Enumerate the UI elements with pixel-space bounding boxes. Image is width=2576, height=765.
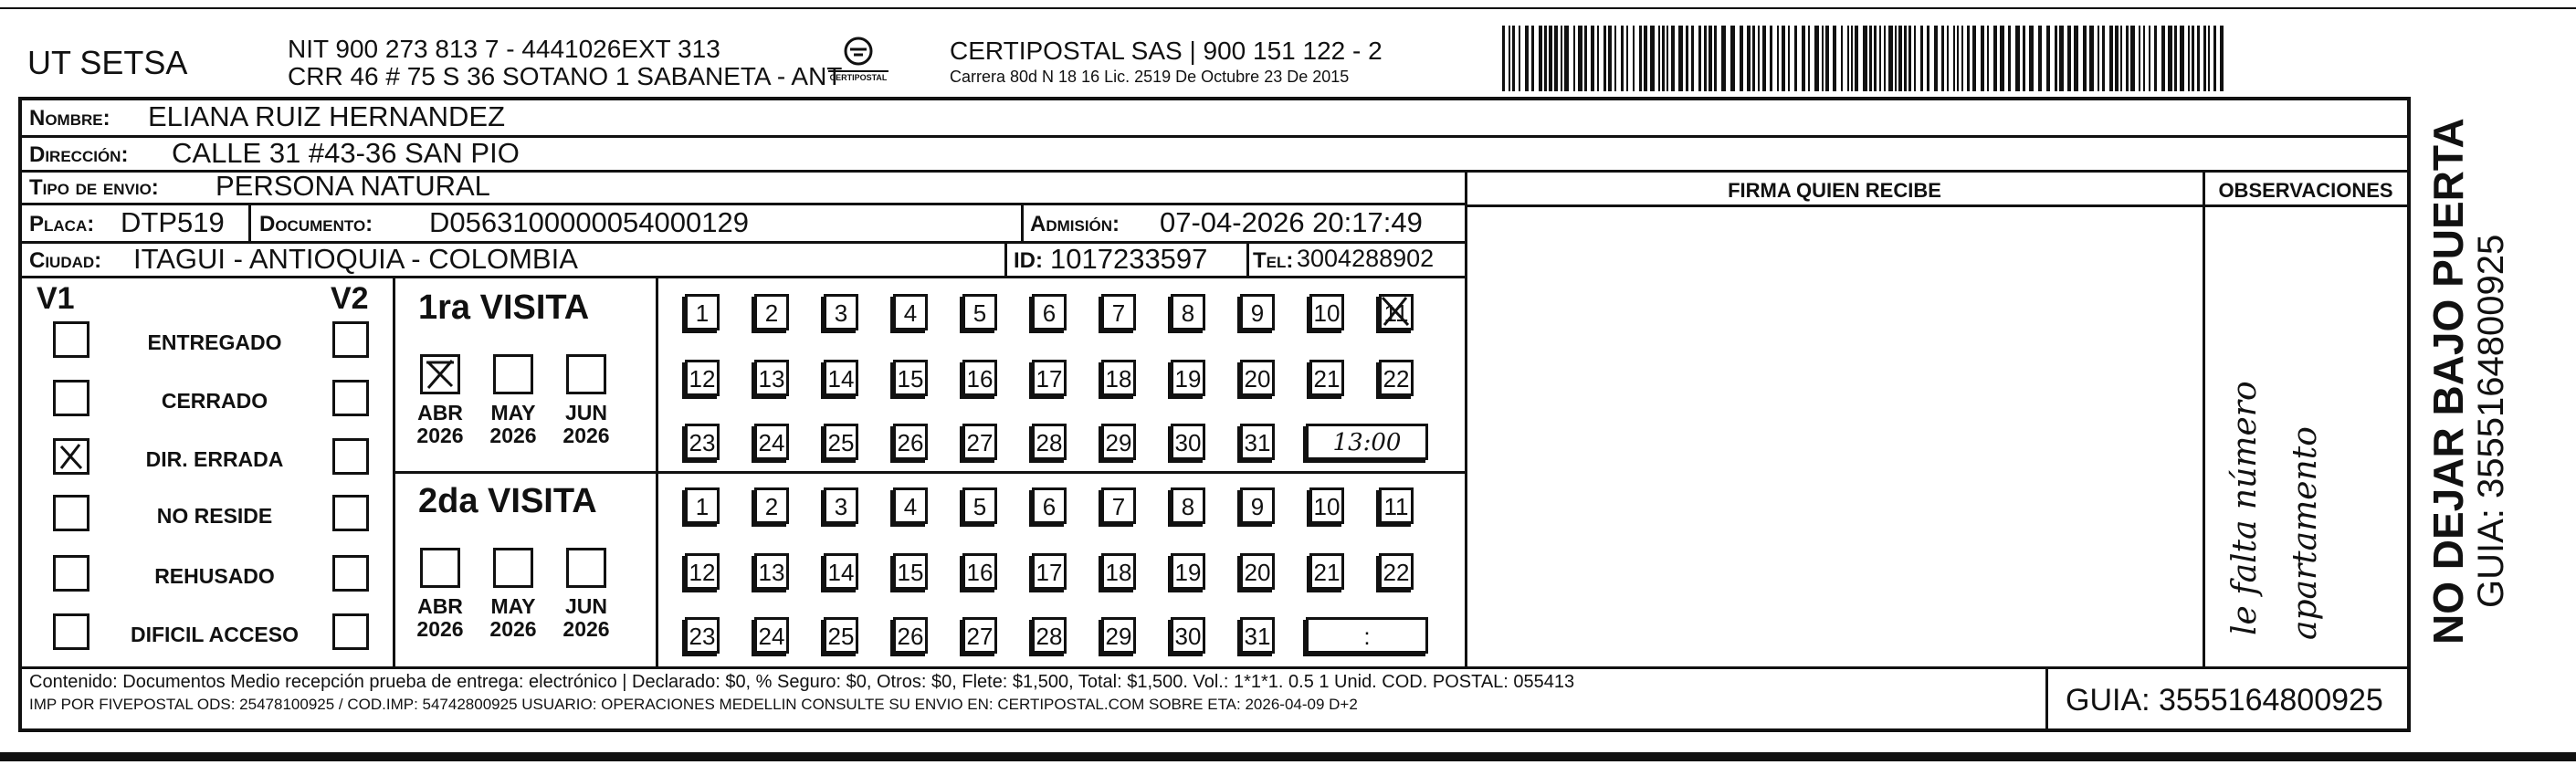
day-box[interactable]: 21 xyxy=(1309,553,1344,590)
barcode-bar xyxy=(2059,26,2064,91)
day-box[interactable]: 23 xyxy=(685,424,720,460)
barcode-bar xyxy=(2115,26,2119,91)
certipostal-logo xyxy=(826,33,890,88)
v2-header: V2 xyxy=(331,281,369,316)
day-box[interactable]: 8 xyxy=(1171,487,1205,524)
barcode-bar xyxy=(1927,26,1929,91)
barcode-bar xyxy=(2139,26,2140,91)
ciudad-value: ITAGUI - ANTIOQUIA - COLOMBIA xyxy=(133,243,578,275)
barcode xyxy=(1502,26,2224,91)
day-box[interactable]: 3 xyxy=(824,294,858,330)
day-box[interactable]: 9 xyxy=(1240,487,1275,524)
day-box[interactable]: 22 xyxy=(1379,553,1414,590)
barcode-bar xyxy=(1884,26,1886,91)
barcode-bar xyxy=(1782,26,1785,91)
direccion-label: Dirección: xyxy=(29,142,129,167)
documento-label: Documento: xyxy=(259,212,373,236)
v2-checkbox[interactable] xyxy=(332,321,369,358)
day-box[interactable]: 6 xyxy=(1032,294,1067,330)
barcode-bar xyxy=(1762,26,1766,91)
day-box[interactable]: 27 xyxy=(962,424,997,460)
day-box[interactable]: 13 xyxy=(754,553,789,590)
day-box[interactable]: 29 xyxy=(1101,424,1136,460)
barcode-bar xyxy=(1814,26,1819,91)
month-label: MAY xyxy=(490,594,536,618)
barcode-bar xyxy=(1752,26,1755,91)
v2-checkbox[interactable] xyxy=(332,380,369,416)
top-separator xyxy=(0,7,2576,9)
day-box[interactable]: 27 xyxy=(962,617,997,654)
barcode-bar xyxy=(1502,26,1505,91)
month-checkbox[interactable] xyxy=(420,548,460,588)
day-box[interactable] xyxy=(1379,294,1414,330)
v2-checkbox[interactable] xyxy=(332,613,369,650)
nombre-label: Nombre: xyxy=(29,106,110,131)
day-box[interactable]: 23 xyxy=(685,617,720,654)
month-year: 2026 xyxy=(489,424,537,447)
day-box[interactable]: 17 xyxy=(1032,360,1067,396)
nombre-value: ELIANA RUIZ HERNANDEZ xyxy=(148,100,506,132)
month-label: ABR xyxy=(417,594,463,618)
status-label: DIR. ERRADA xyxy=(145,447,284,471)
day-box[interactable]: 26 xyxy=(893,617,928,654)
v2-checkbox[interactable] xyxy=(332,555,369,592)
direccion-value: CALLE 31 #43-36 SAN PIO xyxy=(172,137,520,169)
day-box[interactable]: 2 xyxy=(754,487,789,524)
cell-divider xyxy=(248,204,251,241)
day-box[interactable]: 25 xyxy=(824,617,858,654)
day-box[interactable]: 19 xyxy=(1171,360,1205,396)
barcode-bar xyxy=(2008,26,2011,91)
barcode-bar xyxy=(1908,26,1911,91)
barcode-bar xyxy=(1698,26,1701,91)
barcode-bar xyxy=(1863,26,1867,91)
v1-checkbox[interactable] xyxy=(53,321,89,358)
barcode-bar xyxy=(1633,26,1635,91)
barcode-bar xyxy=(1833,26,1836,91)
barcode-bar xyxy=(1730,26,1735,91)
barcode-bar xyxy=(1671,26,1675,91)
firma-header: FIRMA QUIEN RECIBE xyxy=(1728,179,1941,202)
barcode-bar xyxy=(1658,26,1660,91)
day-box[interactable]: 4 xyxy=(893,487,928,524)
day-box[interactable]: 14 xyxy=(824,553,858,590)
day-box[interactable]: 20 xyxy=(1240,360,1275,396)
barcode-bar xyxy=(1549,26,1552,91)
barcode-bar xyxy=(2055,26,2057,91)
day-box[interactable]: 28 xyxy=(1032,617,1067,654)
month-label: JUN xyxy=(564,594,607,618)
barcode-bar xyxy=(1626,26,1628,91)
day-box[interactable]: 30 xyxy=(1171,617,1205,654)
observaciones-line2: apartamento xyxy=(2287,426,2324,640)
barcode-bar xyxy=(2143,26,2145,91)
day-box[interactable]: 31 xyxy=(1240,424,1275,460)
barcode-bar xyxy=(2174,26,2177,91)
observaciones-header: OBSERVACIONES xyxy=(2218,179,2393,202)
barcode-bar xyxy=(2098,26,2099,91)
day-box[interactable]: 19 xyxy=(1171,553,1205,590)
barcode-bar xyxy=(1561,26,1562,91)
barcode-bar xyxy=(1597,26,1599,91)
barcode-bar xyxy=(2109,26,2113,91)
barcode-bar xyxy=(2168,26,2172,91)
cell-divider xyxy=(1004,241,1007,276)
id-label: ID: xyxy=(1014,248,1043,273)
day-box[interactable]: 30 xyxy=(1171,424,1205,460)
day-box[interactable]: 5 xyxy=(962,487,997,524)
barcode-bar xyxy=(1721,26,1726,91)
side-guia: GUIA: 3555164800925 xyxy=(2471,234,2511,608)
barcode-bar xyxy=(1714,26,1717,91)
barcode-bar xyxy=(1874,26,1877,91)
company-nit: NIT 900 273 813 7 - 4441026EXT 313 xyxy=(288,35,720,63)
barcode-bar xyxy=(1758,26,1760,91)
bottom-thick-line xyxy=(0,752,2576,761)
barcode-bar xyxy=(2120,26,2122,91)
day-box[interactable]: 5 xyxy=(962,294,997,330)
barcode-bar xyxy=(1650,26,1655,91)
month-label: JUN xyxy=(564,401,607,424)
day-box[interactable]: 3 xyxy=(824,487,858,524)
barcode-bar xyxy=(2192,26,2194,91)
day-box[interactable]: 16 xyxy=(962,360,997,396)
row-line xyxy=(18,276,1466,278)
time-box[interactable]: : xyxy=(1306,617,1428,654)
visit-separator xyxy=(393,471,1466,474)
cell-divider xyxy=(1246,241,1249,276)
footer-content-line: Contenido: Documentos Medio recepción prueba de entrega: electrónico | Declarado: $0, % Seguro: $0, Otros: $0, Flete: $1,500, Total: $1,500. Vol.: 1*1*1. 0.5 1 Unid. COD. POSTAL: 055413 xyxy=(29,672,1575,692)
month-year: 2026 xyxy=(563,617,610,641)
day-box[interactable]: 29 xyxy=(1101,617,1136,654)
v1-checkbox[interactable] xyxy=(53,613,89,650)
day-box[interactable]: 4 xyxy=(893,294,928,330)
barcode-bar xyxy=(2203,26,2206,91)
barcode-bar xyxy=(1953,26,1955,91)
day-box[interactable]: 25 xyxy=(824,424,858,460)
month-checkbox[interactable] xyxy=(420,354,460,394)
time-box[interactable]: 13:00 xyxy=(1306,424,1428,460)
day-box[interactable]: 12 xyxy=(685,553,720,590)
month-checkbox[interactable] xyxy=(566,354,606,394)
day-box[interactable]: 18 xyxy=(1101,553,1136,590)
barcode-bar xyxy=(2220,26,2224,91)
certipostal-license: Carrera 80d N 18 16 Lic. 2519 De Octubre 23 De 2015 xyxy=(950,68,1350,86)
tipo-value: PERSONA NATURAL xyxy=(216,170,490,202)
month-checkbox[interactable] xyxy=(566,548,606,588)
admision-label: Admisión: xyxy=(1030,212,1120,236)
barcode-bar xyxy=(2188,26,2190,91)
barcode-bar xyxy=(1851,26,1853,91)
day-box[interactable]: 1 xyxy=(685,294,720,330)
obs-right-border xyxy=(2407,135,2411,668)
barcode-bar xyxy=(2015,26,2020,91)
barcode-bar xyxy=(1777,26,1779,91)
barcode-bar xyxy=(1825,26,1829,91)
barcode-bar xyxy=(1802,26,1805,91)
barcode-bar xyxy=(1584,26,1587,91)
tel-label: Tel: xyxy=(1253,248,1294,273)
barcode-bar xyxy=(1614,26,1616,91)
id-value: 1017233597 xyxy=(1050,243,1208,275)
day-box[interactable]: 17 xyxy=(1032,553,1067,590)
ciudad-label: Ciudad: xyxy=(29,248,102,273)
day-box[interactable]: 2 xyxy=(754,294,789,330)
barcode-bar xyxy=(1544,26,1547,91)
visit-title: 2da VISITA xyxy=(418,482,597,520)
day-box[interactable]: 15 xyxy=(893,553,928,590)
month-year: 2026 xyxy=(489,617,537,641)
day-box[interactable]: 7 xyxy=(1101,294,1136,330)
barcode-bar xyxy=(1841,26,1843,91)
barcode-bar xyxy=(1961,26,1963,91)
status-label: DIFICIL ACCESO xyxy=(130,623,299,646)
barcode-bar xyxy=(1564,26,1569,91)
barcode-bar xyxy=(1608,26,1612,91)
barcode-bar xyxy=(1678,26,1683,91)
day-box[interactable]: 18 xyxy=(1101,360,1136,396)
v1-checkbox[interactable] xyxy=(53,555,89,592)
barcode-bar xyxy=(1691,26,1694,91)
barcode-bar xyxy=(1591,26,1594,91)
day-box[interactable]: 12 xyxy=(685,360,720,396)
barcode-bar xyxy=(1525,26,1529,91)
day-box[interactable]: 26 xyxy=(893,424,928,460)
barcode-bar xyxy=(1981,26,1984,91)
day-box[interactable]: 9 xyxy=(1240,294,1275,330)
barcode-bar xyxy=(1869,26,1872,91)
barcode-bar xyxy=(1847,26,1849,91)
footer-guia: GUIA: 3555164800925 xyxy=(2066,683,2383,718)
day-box[interactable]: 28 xyxy=(1032,424,1067,460)
barcode-bar xyxy=(1539,26,1542,91)
barcode-bar xyxy=(1879,26,1881,91)
barcode-bar xyxy=(2130,26,2135,91)
month-checkbox[interactable] xyxy=(493,354,533,394)
barcode-bar xyxy=(1662,26,1665,91)
barcode-bar xyxy=(1967,26,1970,91)
barcode-bar xyxy=(1686,26,1688,91)
barcode-bar xyxy=(2213,26,2216,91)
certipostal-info: CERTIPOSTAL SAS | 900 151 122 - 2 xyxy=(950,37,1383,65)
day-box[interactable]: 10 xyxy=(1309,487,1344,524)
barcode-bar xyxy=(2074,26,2078,91)
barcode-bar xyxy=(1621,26,1624,91)
barcode-bar xyxy=(1578,26,1582,91)
day-box[interactable]: 15 xyxy=(893,360,928,396)
barcode-bar xyxy=(1709,26,1712,91)
v1-header: V1 xyxy=(37,281,75,316)
documento-value: D0563100000054000129 xyxy=(429,206,749,238)
barcode-bar xyxy=(1957,26,1959,91)
obs-left-border xyxy=(2203,170,2205,668)
day-box[interactable]: 11 xyxy=(1379,487,1414,524)
observaciones-line1: le falta número xyxy=(2226,381,2264,635)
day-box[interactable]: 21 xyxy=(1309,360,1344,396)
barcode-bar xyxy=(2023,26,2025,91)
barcode-bar xyxy=(2089,26,2094,91)
barcode-bar xyxy=(2000,26,2004,91)
status-label: NO RESIDE xyxy=(156,504,273,528)
firma-area[interactable] xyxy=(1468,206,2201,666)
barcode-bar xyxy=(2102,26,2105,91)
day-box[interactable]: 10 xyxy=(1309,294,1344,330)
barcode-bar xyxy=(1509,26,1510,91)
footer-imp-line: IMP POR FIVEPOSTAL ODS: 25478100925 / COD.IMP: 54742800925 USUARIO: OPERACIONES MEDELLIN CONSULTE SU ENVIO EN: CERTIPOSTAL.COM SOBRE ETA: 2026-04-09 D+2 xyxy=(29,696,1358,713)
day-box[interactable]: 22 xyxy=(1379,360,1414,396)
barcode-bar xyxy=(2149,26,2150,91)
footer-guia-divider xyxy=(2045,666,2048,732)
barcode-bar xyxy=(1704,26,1707,91)
barcode-bar xyxy=(1788,26,1790,91)
barcode-bar xyxy=(1747,26,1751,91)
firma-left-border xyxy=(1465,170,1467,668)
tipo-label: Tipo de envio: xyxy=(29,175,159,200)
company-address: CRR 46 # 75 S 36 SOTANO 1 SABANETA - ANT xyxy=(288,62,843,90)
month-year: 2026 xyxy=(416,617,464,641)
barcode-bar xyxy=(1603,26,1606,91)
placa-label: Placa: xyxy=(29,212,95,236)
barcode-bar xyxy=(1914,26,1916,91)
barcode-bar xyxy=(1972,26,1976,91)
v2-checkbox[interactable] xyxy=(332,438,369,475)
day-box[interactable]: 20 xyxy=(1240,553,1275,590)
barcode-bar xyxy=(1644,26,1647,91)
month-checkbox[interactable] xyxy=(493,548,533,588)
barcode-bar xyxy=(1808,26,1810,91)
company-name: UT SETSA xyxy=(27,44,188,81)
barcode-bar xyxy=(1904,26,1907,91)
barcode-bar xyxy=(2029,26,2034,91)
barcode-bar xyxy=(1855,26,1858,91)
cell-divider xyxy=(1021,204,1024,241)
placa-value: DTP519 xyxy=(121,206,225,238)
barcode-bar xyxy=(1895,26,1897,91)
barcode-bar xyxy=(2083,26,2087,91)
footer-separator xyxy=(18,666,2411,669)
day-box[interactable]: 7 xyxy=(1101,487,1136,524)
barcode-bar xyxy=(2126,26,2129,91)
barcode-bar xyxy=(1987,26,1989,91)
day-box[interactable]: 13 xyxy=(754,360,789,396)
barcode-bar xyxy=(2038,26,2042,91)
barcode-bar xyxy=(1888,26,1893,91)
month-year: 2026 xyxy=(416,424,464,447)
day-box[interactable]: 8 xyxy=(1171,294,1205,330)
barcode-bar xyxy=(2046,26,2050,91)
row-line xyxy=(18,203,1466,205)
barcode-bar xyxy=(1941,26,1944,91)
barcode-bar xyxy=(1639,26,1642,91)
barcode-bar xyxy=(2161,26,2165,91)
month-year: 2026 xyxy=(563,424,610,447)
admision-value: 07-04-2026 20:17:49 xyxy=(1160,206,1423,238)
barcode-bar xyxy=(2067,26,2071,91)
day-box[interactable]: 1 xyxy=(685,487,720,524)
v1-checkbox[interactable] xyxy=(53,438,89,475)
barcode-bar xyxy=(1947,26,1949,91)
month-label: MAY xyxy=(490,401,536,424)
v1-checkbox[interactable] xyxy=(53,380,89,416)
logo-lettering: CERTIPOSTAL xyxy=(829,73,888,82)
barcode-bar xyxy=(1519,26,1520,91)
day-number: 11 xyxy=(1383,299,1409,327)
barcode-bar xyxy=(2197,26,2200,91)
check-mark-icon xyxy=(56,441,87,472)
side-warning: NO DEJAR BAJO PUERTA xyxy=(2424,118,2472,644)
day-box[interactable]: 31 xyxy=(1240,617,1275,654)
status-label: REHUSADO xyxy=(154,564,275,588)
barcode-bar xyxy=(2208,26,2210,91)
check-mark-icon xyxy=(423,357,457,392)
status-label: CERRADO xyxy=(161,389,268,413)
barcode-bar xyxy=(1770,26,1772,91)
visit-title: 1ra VISITA xyxy=(418,288,590,327)
barcode-bar xyxy=(1794,26,1797,91)
barcode-bar xyxy=(1667,26,1668,91)
day-box[interactable]: 16 xyxy=(962,553,997,590)
barcode-bar xyxy=(1822,26,1824,91)
barcode-bar xyxy=(1898,26,1902,91)
barcode-bar xyxy=(1512,26,1515,91)
day-box[interactable]: 14 xyxy=(824,360,858,396)
barcode-bar xyxy=(1920,26,1923,91)
tel-value: 3004288902 xyxy=(1297,245,1435,272)
barcode-bar xyxy=(1531,26,1534,91)
day-box[interactable]: 24 xyxy=(754,617,789,654)
barcode-bar xyxy=(1573,26,1575,91)
month-label: ABR xyxy=(417,401,463,424)
v2-checkbox[interactable] xyxy=(332,495,369,531)
barcode-bar xyxy=(1740,26,1743,91)
barcode-bar xyxy=(1554,26,1558,91)
status-label: ENTREGADO xyxy=(147,330,282,354)
day-box[interactable]: 24 xyxy=(754,424,789,460)
barcode-bar xyxy=(2154,26,2157,91)
v1-checkbox[interactable] xyxy=(53,495,89,531)
check-mark-icon xyxy=(1379,294,1414,330)
barcode-bar xyxy=(1934,26,1938,91)
day-box[interactable]: 6 xyxy=(1032,487,1067,524)
barcode-bar xyxy=(1993,26,1997,91)
observaciones-area xyxy=(2206,206,2405,666)
barcode-bar xyxy=(2180,26,2184,91)
